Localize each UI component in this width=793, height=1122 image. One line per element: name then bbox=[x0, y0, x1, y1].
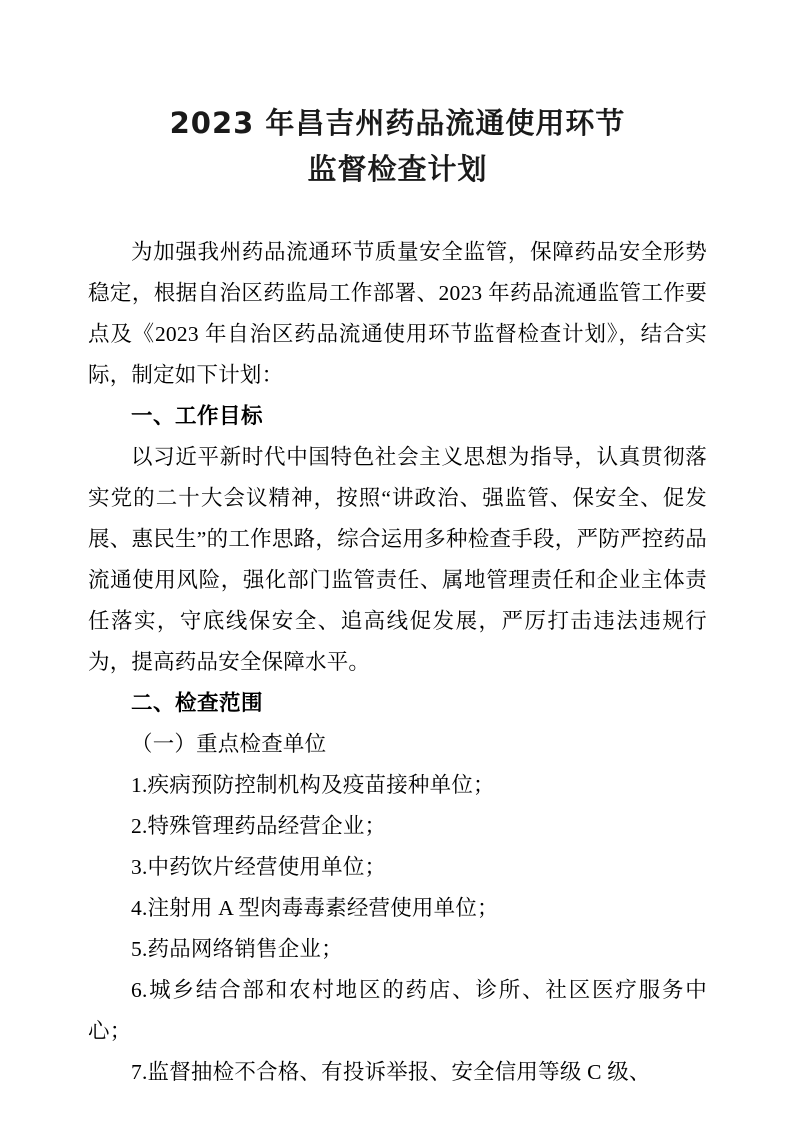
list-item: 7.监督抽检不合格、有投诉举报、安全信用等级 C 级、 bbox=[131, 1060, 651, 1084]
paragraph-intro: 为加强我州药品流通环节质量安全监管，保障药品安全形势稳定，根据自治区药监局工作部署、2023 年药品流通监管工作要点及《2023 年自治区药品流通使用环节监督检查计划》，结合实际，制定如下计划： bbox=[88, 240, 707, 387]
list-item: 6.城乡结合部和农村地区的药店、诊所、社区医疗服务中心； bbox=[88, 978, 707, 1043]
page-title bbox=[88, 100, 707, 192]
list-item: 3.中药饮片经营使用单位； bbox=[131, 855, 387, 879]
section-heading-inspection-scope: 二、检查范围 bbox=[131, 691, 264, 716]
list-item: 2.特殊管理药品经营企业； bbox=[131, 814, 387, 838]
paragraph-work-goal: 以习近平新时代中国特色社会主义思想为指导，认真贯彻落实党的二十大会议精神，按照“讲政治、强监管、保安全、促发展、惠民生”的工作思路，综合运用多种检查手段，严防严控药品流通使用风险，强化部门监管责任、属地管理责任和企业主体责任落实，守底线保安全、追高线促发展，严厉打击违法违规行为，提高药品安全保障水平。 bbox=[88, 445, 707, 674]
list-item: 5.药品网络销售企业； bbox=[131, 937, 343, 961]
document-body bbox=[88, 232, 707, 1093]
subsection-key-units: （一）重点检查单位 bbox=[131, 732, 327, 756]
page-title-line-2: 监督检查计划 bbox=[307, 152, 488, 186]
list-item: 1.疾病预防控制机构及疫苗接种单位； bbox=[131, 773, 495, 797]
section-heading-work-goal: 一、工作目标 bbox=[131, 404, 264, 429]
list-item: 4.注射用 A 型肉毒毒素经营使用单位； bbox=[131, 896, 499, 920]
page-title-line-1: 2023 年昌吉州药品流通使用环节 bbox=[169, 106, 626, 140]
